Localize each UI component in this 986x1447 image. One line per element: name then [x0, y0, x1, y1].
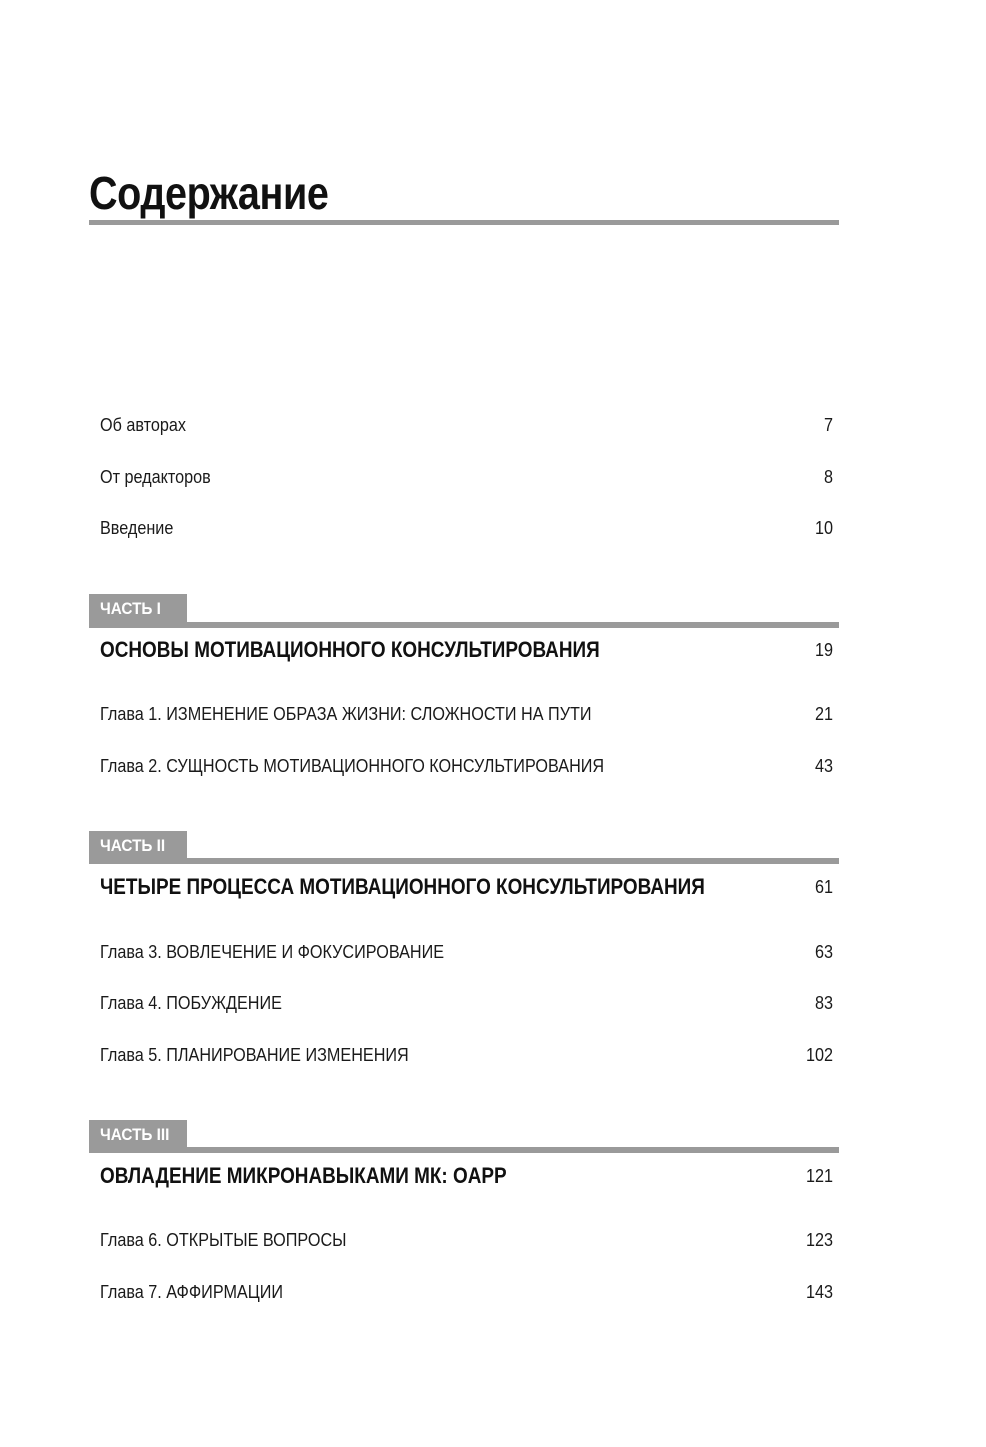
part-page: 121 — [805, 1165, 833, 1186]
chapter-page: 83 — [814, 992, 833, 1013]
chapter-label: Глава 1. ИЗМЕНЕНИЕ ОБРАЗА ЖИЗНИ: СЛОЖНОСТИ НА ПУТИ — [100, 703, 592, 724]
toc-chapter-1[interactable] — [100, 701, 833, 727]
toc-part-2[interactable] — [100, 872, 833, 902]
chapter-page: 123 — [805, 1229, 833, 1250]
part-tab-label: ЧАСТЬ III — [100, 1125, 170, 1144]
part-title: ЧЕТЫРЕ ПРОЦЕССА МОТИВАЦИОННОГО КОНСУЛЬТИРОВАНИЯ — [100, 874, 705, 899]
toc-chapter-5[interactable] — [100, 1042, 833, 1068]
part-title: ОВЛАДЕНИЕ МИКРОНАВЫКАМИ МК: OAPP — [100, 1163, 507, 1188]
part-page: 19 — [814, 639, 833, 660]
toc-entry-from-editors[interactable] — [100, 464, 833, 490]
part-tab-label: ЧАСТЬ II — [100, 836, 166, 855]
toc-entry-page: 10 — [814, 517, 833, 538]
chapter-label: Глава 3. ВОВЛЕЧЕНИЕ И ФОКУСИРОВАНИЕ — [100, 941, 445, 962]
toc-part-3[interactable] — [100, 1161, 833, 1191]
toc-chapter-2[interactable] — [100, 753, 833, 779]
toc-chapter-4[interactable] — [100, 990, 833, 1016]
part-title: ОСНОВЫ МОТИВАЦИОННОГО КОНСУЛЬТИРОВАНИЯ — [100, 637, 600, 662]
chapter-label: Глава 7. АФФИРМАЦИИ — [100, 1281, 284, 1302]
chapter-page: 21 — [814, 703, 833, 724]
toc-entry-introduction[interactable] — [100, 515, 833, 541]
toc-chapter-6[interactable] — [100, 1227, 833, 1253]
toc-part-1[interactable] — [100, 635, 833, 665]
part-page: 61 — [814, 876, 833, 897]
toc-entry-label: Об авторах — [100, 414, 187, 435]
part-1-divider — [89, 622, 839, 628]
part-3-divider — [89, 1147, 839, 1153]
part-2-divider — [89, 858, 839, 864]
toc-entry-page: 8 — [823, 466, 833, 487]
toc-entry-label: От редакторов — [100, 466, 211, 487]
title-divider — [89, 220, 839, 225]
toc-entry-page: 7 — [823, 414, 833, 435]
toc-chapter-7[interactable] — [100, 1279, 833, 1305]
part-tab-label: ЧАСТЬ I — [100, 599, 161, 618]
chapter-page: 63 — [814, 941, 833, 962]
toc-entry-label: Введение — [100, 517, 174, 538]
chapter-page: 43 — [814, 755, 833, 776]
chapter-label: Глава 6. ОТКРЫТЫЕ ВОПРОСЫ — [100, 1229, 347, 1250]
part-3-tab — [89, 1120, 187, 1150]
chapter-label: Глава 2. СУЩНОСТЬ МОТИВАЦИОННОГО КОНСУЛЬТИРОВАНИЯ — [100, 755, 605, 776]
page-title: Содержание — [89, 167, 329, 219]
part-2-tab — [89, 831, 187, 861]
chapter-page: 143 — [805, 1281, 833, 1302]
chapter-page: 102 — [805, 1044, 833, 1065]
chapter-label: Глава 4. ПОБУЖДЕНИЕ — [100, 992, 282, 1013]
chapter-label: Глава 5. ПЛАНИРОВАНИЕ ИЗМЕНЕНИЯ — [100, 1044, 409, 1065]
part-1-tab — [89, 594, 187, 624]
toc-chapter-3[interactable] — [100, 939, 833, 965]
toc-entry-about-authors[interactable] — [100, 412, 833, 438]
